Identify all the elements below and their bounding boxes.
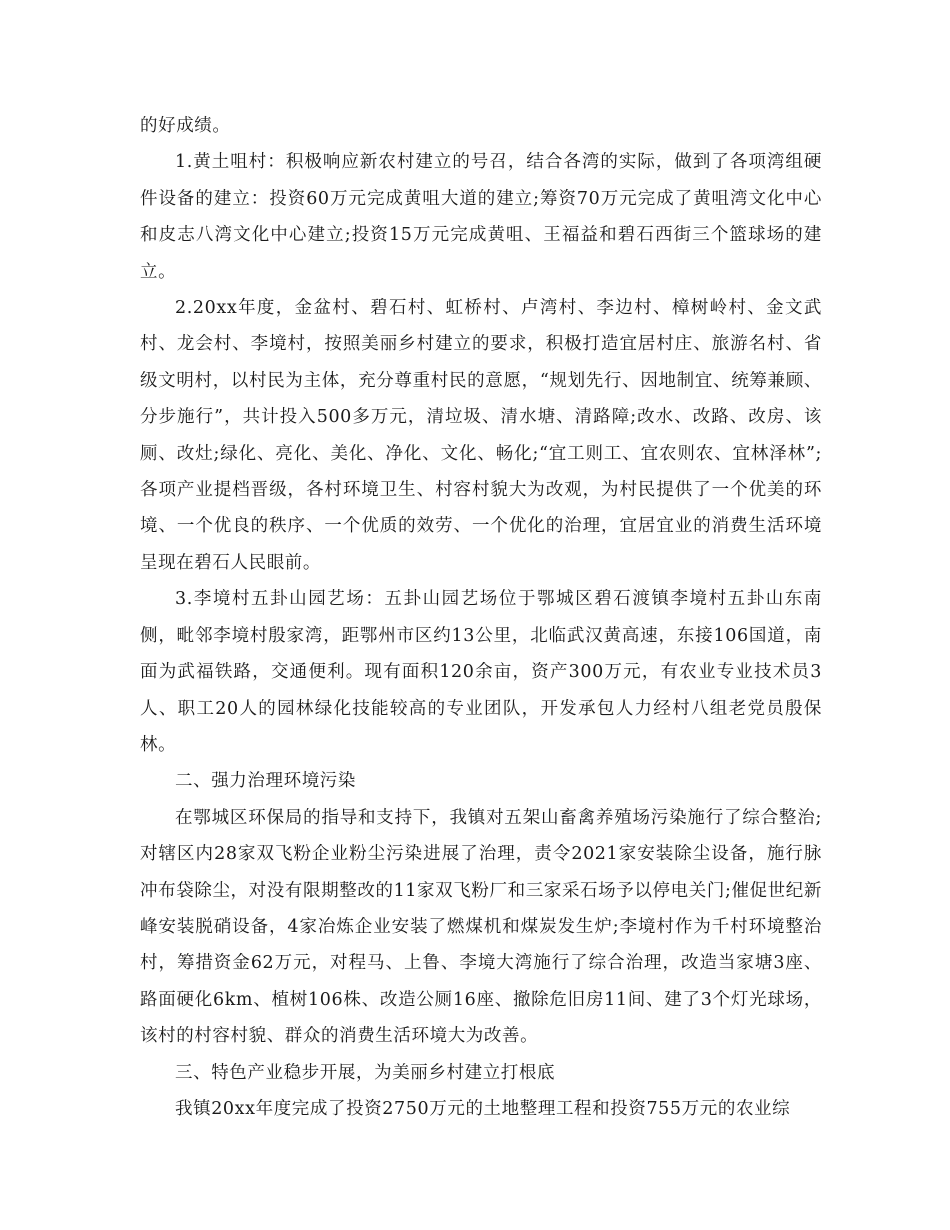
paragraph-item-3: 3.李境村五卦山园艺场：五卦山园艺场位于鄂城区碧石渡镇李境村五卦山东南侧，毗邻李境村殷家湾，距鄂州市区约13公里，北临武汉黄高速，东接106国道，南面为武福铁路，交通便利。现有面积120余亩，资产300万元，有农业专业技术员3人、职工20人的园林绿化技能较高的专业团队，开发承包人力经村八组老党员殷保林。 bbox=[140, 589, 822, 755]
paragraph-industry: 我镇20xx年度完成了投资2750万元的土地整理工程和投资755万元的农业综 bbox=[175, 1098, 791, 1119]
paragraph-item-2: 2.20xx年度，金盆村、碧石村、虹桥村、卢湾村、李边村、樟树岭村、金文武村、龙会村、李境村，按照美丽乡村建立的要求，积极打造宜居村庄、旅游名村、省级文明村，以村民为主体，充分尊重村民的意愿，“规划先行、因地制宜、统筹兼顾、分步施行”，共计投入500多万元，清垃圾、清水塘、清路障;改水、改路、改房、该厕、改灶;绿化、亮化、美化、净化、文化、畅化;“宜工则工、宜农则农、宜林泽林”;各项产业提档晋级，各村环境卫生、村容村貌大为改观，为村民提供了一个优美的环境、一个优良的秩序、一个优质的效劳、一个优化的治理，宜居宜业的消费生活环境呈现在碧石人民眼前。 bbox=[140, 298, 822, 573]
document-body bbox=[140, 108, 822, 1127]
paragraph-pollution: 在鄂城区环保局的指导和支持下，我镇对五架山畜禽养殖场污染施行了综合整治;对辖区内28家双飞粉企业粉尘污染进展了治理，责令2021家安装除尘设备，施行脉冲布袋除尘，对没有限期整改的11家双飞粉厂和三家采石场予以停电关门;催促世纪新峰安装脱硝设备，4家冶炼企业安装了燃煤机和煤炭发生炉;李境村作为千村环境整治村，筹措资金62万元，对程马、上鲁、李境大湾施行了综合治理，改造当家塘3座、路面硬化6km、植树106株、改造公厕16座、撤除危旧房11间、建了3个灯光球场，该村的村容村貌、群众的消费生活环境大为改善。 bbox=[140, 807, 822, 1047]
section-heading-3: 三、特色产业稳步开展，为美丽乡村建立打根底 bbox=[175, 1062, 556, 1083]
paragraph-continuation: 的好成绩。 bbox=[140, 116, 231, 136]
section-heading-2: 二、强力治理环境污染 bbox=[175, 771, 356, 792]
paragraph-item-1: 1.黄土咀村：积极响应新农村建立的号召，结合各湾的实际，做到了各项湾组硬件设备的建立：投资60万元完成黄咀大道的建立;筹资70万元完成了黄咀湾文化中心和皮志八湾文化中心建立;投资15万元完成黄咀、王福益和碧石西街三个篮球场的建立。 bbox=[140, 152, 822, 282]
